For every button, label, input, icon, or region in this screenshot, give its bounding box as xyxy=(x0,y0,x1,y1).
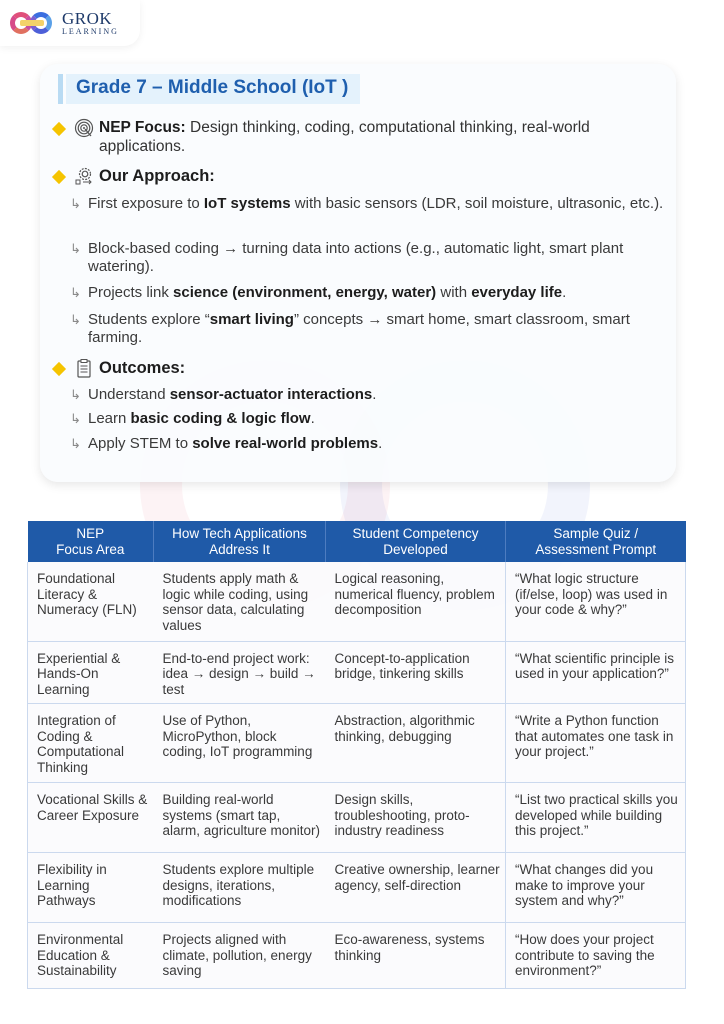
title-accent-bar xyxy=(58,74,63,104)
clipboard-icon xyxy=(74,358,94,378)
lightbulb-gear-icon xyxy=(74,166,94,186)
nep-focus-section xyxy=(52,118,659,156)
sub-arrow-icon: ↳ xyxy=(70,312,81,327)
cell-tech-application: Students apply math & logic while coding, using sensor data, calculating values xyxy=(154,562,326,641)
table-row xyxy=(28,783,686,853)
sub-arrow-icon: ↳ xyxy=(70,196,81,211)
sub-arrow-icon: ↳ xyxy=(70,436,81,451)
page-title: Grade 7 – Middle School (IoT ) xyxy=(76,77,349,98)
cell-tech-application: Projects aligned with climate, pollution, energy saving xyxy=(154,923,326,989)
page-title-bar xyxy=(58,74,360,104)
nep-focus-label: NEP Focus: xyxy=(99,119,186,136)
infinity-pencil-logo-icon xyxy=(10,12,56,34)
table-row xyxy=(28,704,686,783)
cell-focus-area: Flexibility in Learning Pathways xyxy=(28,853,154,923)
header-nep-focus-area: NEP Focus Area xyxy=(28,521,154,562)
outcome-item: ↳ Apply STEM to solve real-world problems. xyxy=(70,435,383,452)
cell-competency: Creative ownership, learner agency, self-direction xyxy=(326,853,506,923)
table-row xyxy=(28,562,686,641)
cell-competency: Eco-awareness, systems thinking xyxy=(326,923,506,989)
cell-focus-area: Integration of Coding & Computational Thinking xyxy=(28,704,154,783)
cell-competency: Concept-to-application bridge, tinkering skills xyxy=(326,641,506,704)
cell-quiz-prompt: “What logic structure (if/else, loop) was used in your code & why?” xyxy=(506,562,686,641)
table-row xyxy=(28,923,686,989)
outcome-item: ↳ Learn basic coding & logic flow. xyxy=(70,410,315,427)
cell-quiz-prompt: “What scientific principle is used in your application?” xyxy=(506,641,686,704)
cell-tech-application: Students explore multiple designs, iterations, modifications xyxy=(154,853,326,923)
outcomes-heading: Outcomes: xyxy=(99,359,186,377)
brand-logo xyxy=(0,0,140,46)
cell-competency: Logical reasoning, numerical fluency, problem decomposition xyxy=(326,562,506,641)
brand-name: GROK xyxy=(62,9,113,28)
approach-item: ↳ First exposure to IoT systems with basic sensors (LDR, soil moisture, ultrasonic, etc.). xyxy=(70,195,664,212)
approach-heading-row xyxy=(52,166,215,186)
cell-focus-area: Foundational Literacy & Numeracy (FLN) xyxy=(28,562,154,641)
cell-focus-area: Experiential & Hands-On Learning xyxy=(28,641,154,704)
approach-item: ↳ Students explore “smart living” concepts → smart home, smart classroom, smart farming. xyxy=(70,311,630,346)
header-tech-applications: How Tech Applications Address It xyxy=(154,521,326,562)
approach-item: ↳ Projects link science (environment, energy, water) with everyday life. xyxy=(70,284,567,301)
header-student-competency: Student Competency Developed xyxy=(326,521,506,562)
outcomes-heading-row xyxy=(52,358,185,378)
sub-arrow-icon: ↳ xyxy=(70,387,81,402)
diamond-bullet-icon xyxy=(52,122,66,136)
approach-heading: Our Approach: xyxy=(99,167,215,185)
diamond-bullet-icon xyxy=(52,362,66,376)
cell-tech-application: End-to-end project work: idea → design → build → test xyxy=(154,641,326,704)
nep-focus-text: Design thinking, coding, computational thinking, real-world applications. xyxy=(99,119,590,155)
outcome-item: ↳ Understand sensor-actuator interactions. xyxy=(70,386,377,403)
sub-arrow-icon: ↳ xyxy=(70,285,81,300)
approach-item: ↳ Block-based coding → turning data into actions (e.g., automatic light, smart plant watering). xyxy=(70,240,624,275)
cell-competency: Design skills, troubleshooting, proto-industry readiness xyxy=(326,783,506,853)
table-header-row xyxy=(28,521,686,562)
sub-arrow-icon: ↳ xyxy=(70,411,81,426)
cell-tech-application: Building real-world systems (smart tap, alarm, agriculture monitor) xyxy=(154,783,326,853)
table-row xyxy=(28,853,686,923)
cell-tech-application: Use of Python, MicroPython, block coding, IoT programming xyxy=(154,704,326,783)
target-icon xyxy=(74,118,94,138)
cell-focus-area: Environmental Education & Sustainability xyxy=(28,923,154,989)
header-sample-quiz: Sample Quiz / Assessment Prompt xyxy=(506,521,686,562)
nep-alignment-table xyxy=(27,521,686,989)
diamond-bullet-icon xyxy=(52,170,66,184)
sub-arrow-icon: ↳ xyxy=(70,241,81,256)
cell-quiz-prompt: “How does your project contribute to saving the environment?” xyxy=(506,923,686,989)
brand-subtitle: LEARNING xyxy=(62,27,119,36)
cell-competency: Abstraction, algorithmic thinking, debugging xyxy=(326,704,506,783)
cell-focus-area: Vocational Skills & Career Exposure xyxy=(28,783,154,853)
cell-quiz-prompt: “Write a Python function that automates one task in your project.” xyxy=(506,704,686,783)
table-row xyxy=(28,641,686,704)
cell-quiz-prompt: “What changes did you make to improve your system and why?” xyxy=(506,853,686,923)
cell-quiz-prompt: “List two practical skills you developed while building this project.” xyxy=(506,783,686,853)
